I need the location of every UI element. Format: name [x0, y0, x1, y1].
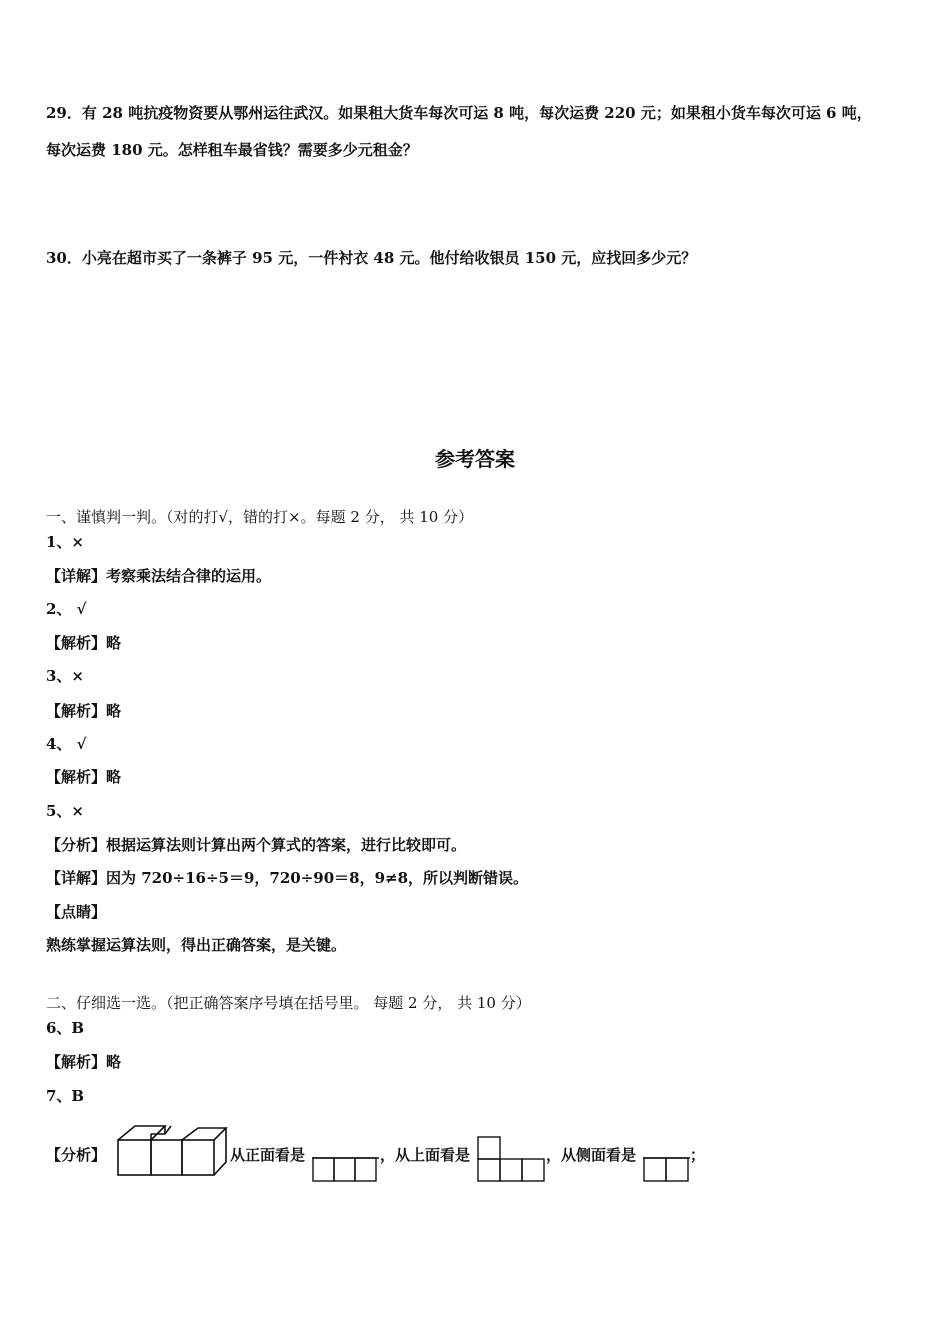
answer-3-detail: 【解析】略 [46, 702, 122, 720]
answer-7-analysis-label: 【分析】 [46, 1146, 107, 1164]
answer-4-detail: 【解析】略 [46, 768, 122, 786]
top-view-figure [477, 1136, 547, 1184]
answer-6-detail: 【解析】略 [46, 1053, 122, 1071]
answer-6: 6、B [46, 1019, 85, 1037]
question-29-line-2: 每次运费 180 元。怎样租车最省钱？需要多少元租金？ [46, 141, 418, 159]
answers-title: 参考答案 [435, 447, 515, 471]
answer-4: 4、 √ [46, 735, 87, 753]
answer-5-note: 熟练掌握运算法则，得出正确答案，是关键。 [46, 936, 347, 954]
answer-7-top-text: ，从上面看是 [380, 1146, 471, 1164]
section-1-heading: 一、谨慎判一判。（对的打√，错的打×。每题 2 分， 共 10 分） [46, 508, 474, 526]
answer-3: 3、× [46, 667, 85, 685]
answer-5-note-label: 【点睛】 [46, 903, 107, 921]
cube-stack-figure [115, 1120, 230, 1180]
answer-7-side-text: ，从侧面看是 [546, 1146, 637, 1164]
answer-7-front-text: 从正面看是 [230, 1146, 306, 1164]
answer-2: 2、 √ [46, 600, 87, 618]
answer-1: 1、× [46, 533, 85, 551]
answer-7-end-punct: ； [690, 1146, 706, 1164]
answer-1-detail: 【详解】考察乘法结合律的运用。 [46, 567, 272, 585]
answer-5: 5、× [46, 802, 85, 820]
section-2-heading: 二、仔细选一选。（把正确答案序号填在括号里。 每题 2 分， 共 10 分） [46, 994, 531, 1012]
question-30: 30．小亮在超市买了一条裤子 95 元，一件衬衣 48 元。他付给收银员 150 元，应找回多少元？ [46, 249, 697, 267]
side-view-figure [643, 1157, 691, 1183]
answer-7: 7、B [46, 1087, 85, 1105]
answer-2-detail: 【解析】略 [46, 634, 122, 652]
question-29-line-1: 29．有 28 吨抗疫物资要从鄂州运往武汉。如果租大货车每次可运 8 吨，每次运费 220 元；如果租小货车每次可运 6 吨， [46, 104, 872, 122]
front-view-figure [312, 1157, 380, 1183]
answer-5-analysis: 【分析】根据运算法则计算出两个算式的答案，进行比较即可。 [46, 836, 467, 854]
answer-5-detail: 【详解】因为 720÷16÷5＝9，720÷90＝8，9≠8，所以判断错误。 [46, 869, 529, 887]
